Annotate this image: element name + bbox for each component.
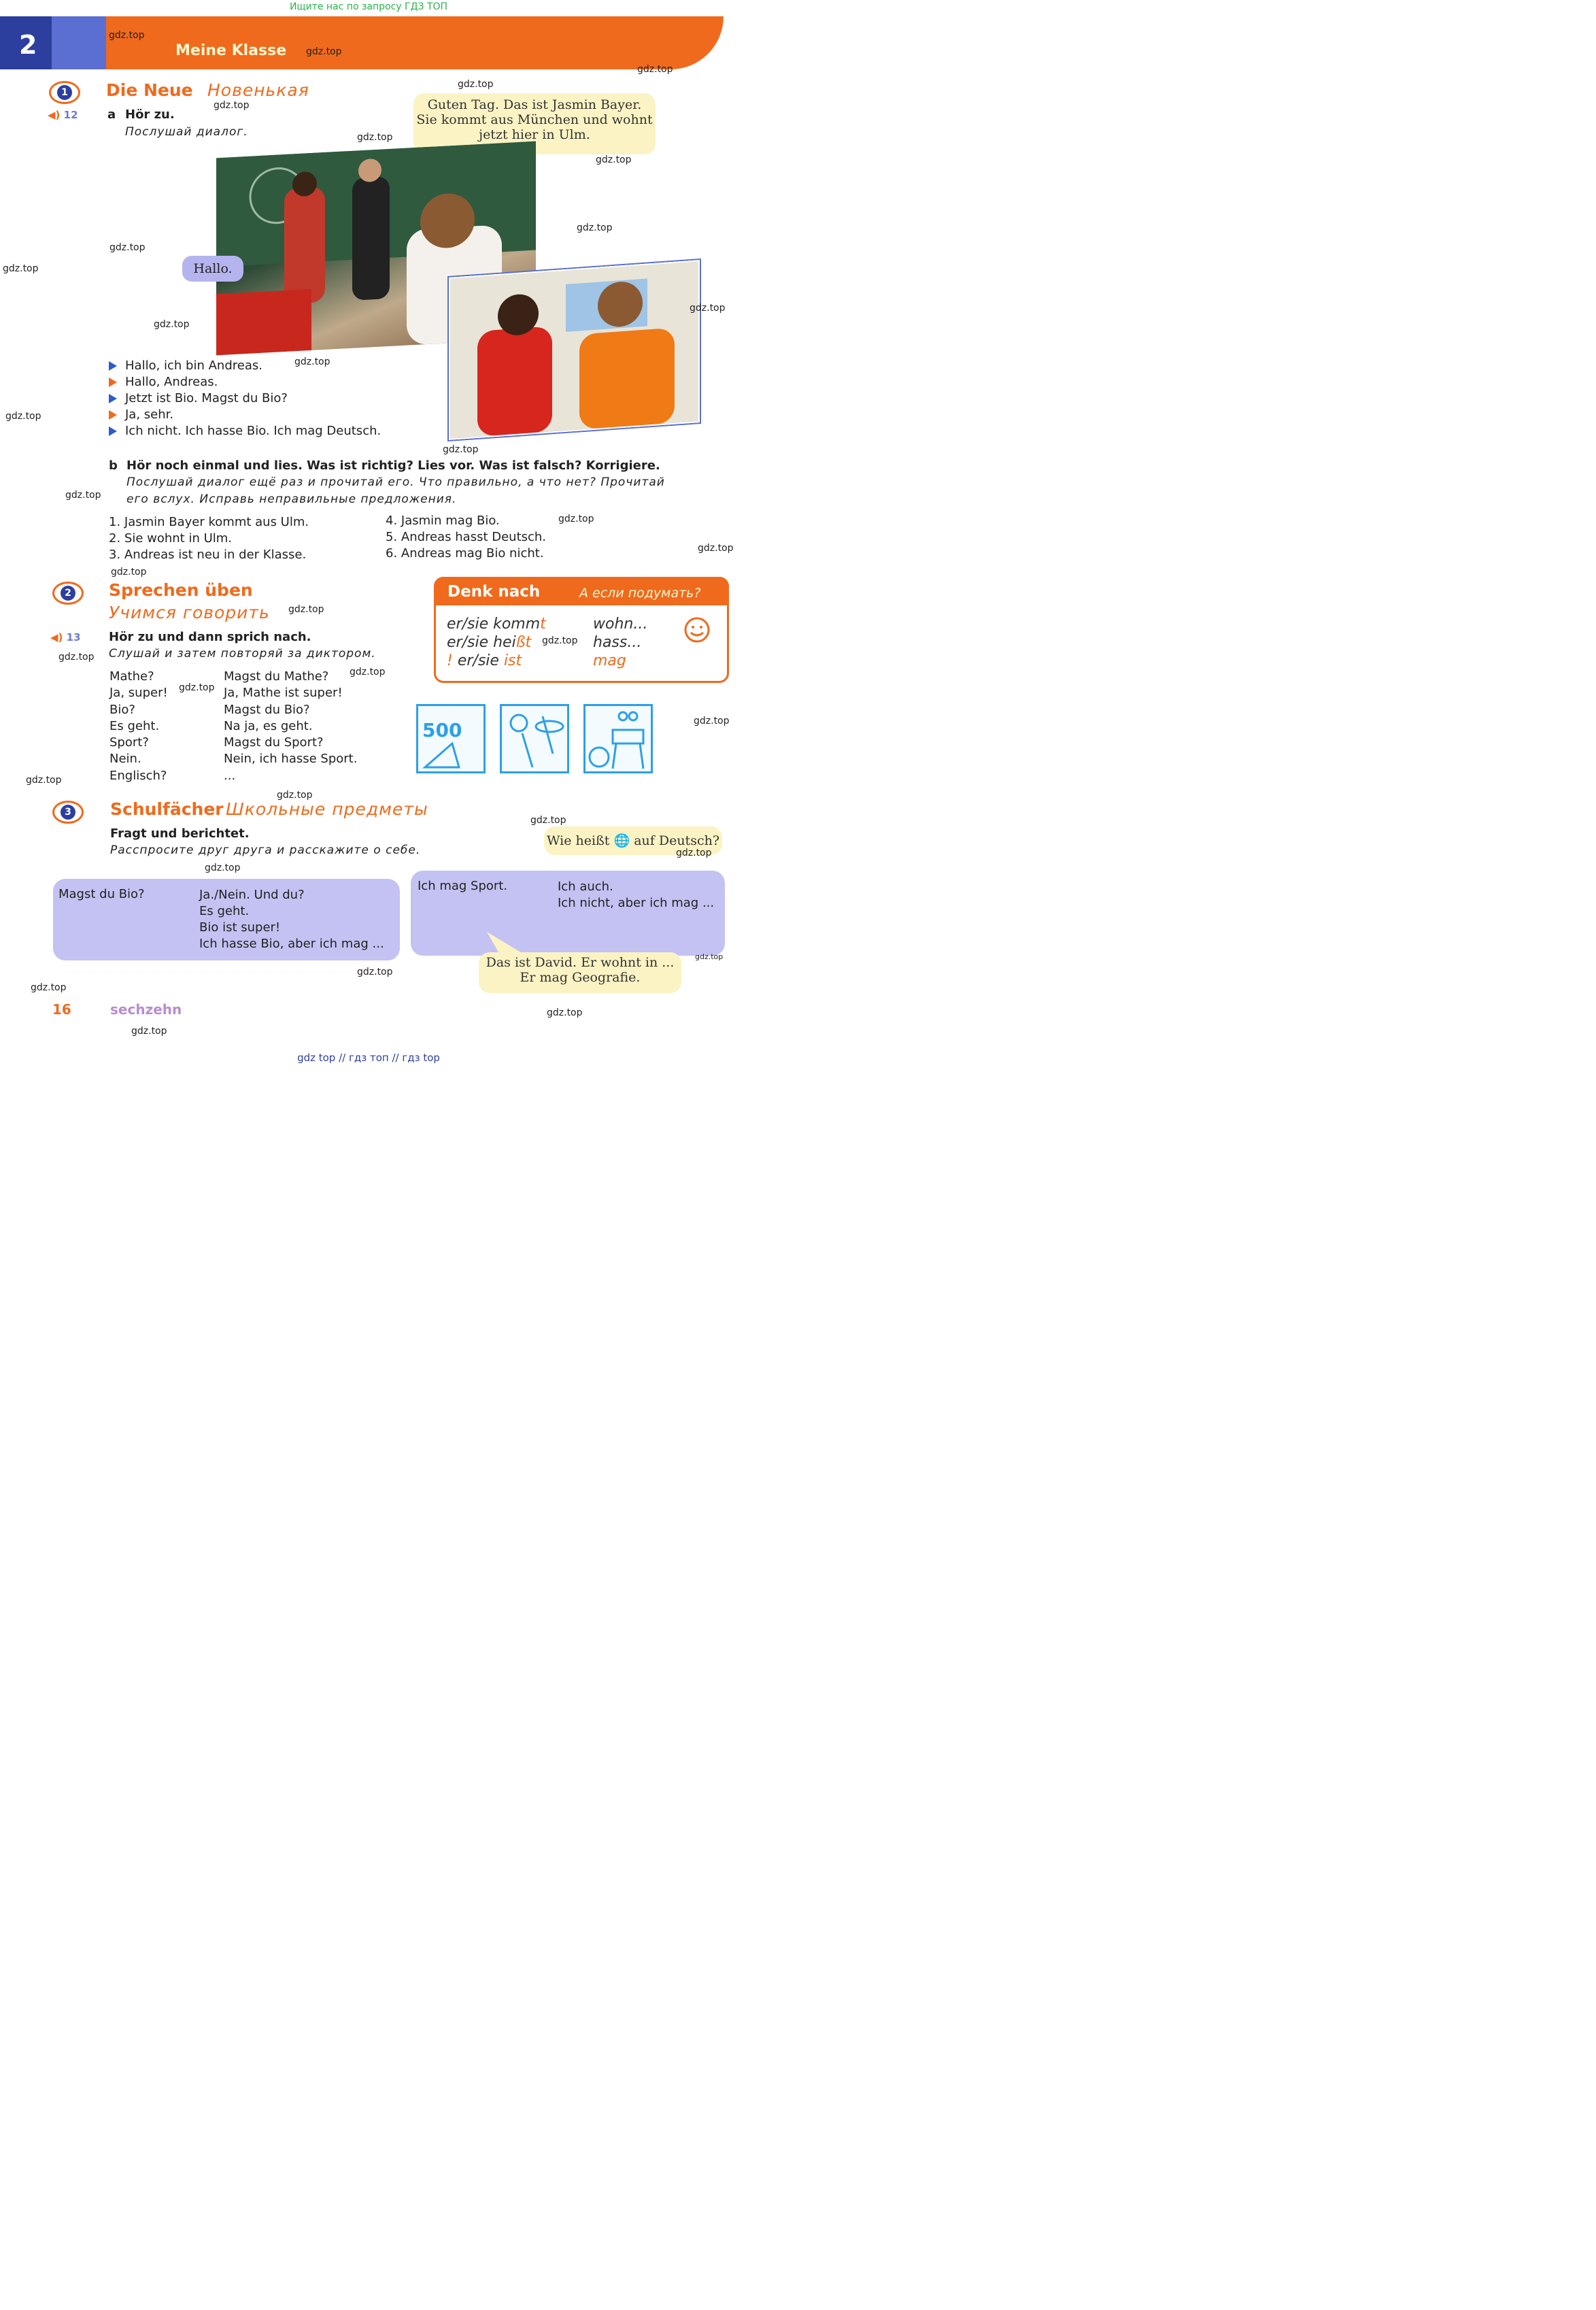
watermark: gdz.top (26, 775, 62, 786)
speaker-icon: ◀) (50, 631, 63, 643)
practice-col-long: Magst du Mathe? Ja, Mathe ist super! Magst du Bio? Na ja, es geht. Magst du Sport? Nein, ich hasse Sport. ... (224, 669, 358, 783)
audio-track-13[interactable]: ◀) 13 (50, 631, 81, 643)
globe-icon: 🌐 (613, 833, 630, 848)
watermark: gdz.top (109, 242, 146, 253)
watermark: gdz.top (154, 319, 190, 330)
statement: 2. Sie wohnt in Ulm. (109, 531, 233, 546)
part-b-instruction: Hör noch einmal und lies. Was ist richtig? Lies vor. Was ist falsch? Korrigiere. (126, 458, 660, 473)
watermark: gdz.top (350, 667, 386, 677)
exercise-2-instruction-ru: Слушай и затем повторяй за диктором. (109, 647, 376, 660)
watermark: gdz.top (458, 79, 494, 90)
students-photo (449, 260, 700, 440)
dialog-line: Hallo, ich bin Andreas. (109, 358, 381, 375)
dialog-line: Ja, sehr. (109, 407, 381, 424)
exercise-1-number: 1 (49, 81, 80, 104)
exercise-2-instruction: Hör zu und dann sprich nach. (109, 630, 311, 644)
watermark: gdz.top (205, 863, 241, 873)
part-a-letter: a (107, 107, 116, 122)
watermark: gdz.top (637, 64, 673, 75)
watermark: gdz.top (131, 1026, 167, 1037)
exercise-1-title-ru: Новенькая (207, 80, 309, 100)
exercise-3-title-ru: Школьные предметы (226, 799, 428, 819)
blue-arrow-icon (109, 394, 117, 403)
watermark: gdz.top (288, 604, 324, 615)
watermark: gdz.top (111, 567, 147, 578)
audio-track-12[interactable]: ◀) 12 (48, 109, 78, 121)
box2-answers: Ich auch. Ich nicht, aber ich mag ... (558, 880, 715, 910)
watermark: gdz.top (5, 411, 41, 422)
teacher-speech-bubble: Guten Tag. Das ist Jasmin Bayer. Sie kommt aus München und wohnt jetzt hier in Ulm. (413, 93, 656, 154)
watermark: gdz.top (31, 982, 67, 993)
watermark: gdz.top (698, 543, 734, 554)
watermark: gdz.top (542, 635, 578, 646)
hallo-bubble: Hallo. (182, 256, 243, 282)
unit-title: Meine Klasse (175, 42, 287, 59)
wie-heisst-bubble: Wie heißt 🌐 auf Deutsch? (544, 826, 722, 855)
statement: 1. Jasmin Bayer kommt aus Ulm. (109, 515, 309, 529)
unit-number: 2 (19, 30, 37, 60)
watermark: gdz.top (357, 132, 393, 143)
statements-left (109, 514, 309, 563)
orange-arrow-icon (109, 410, 117, 420)
exercise-3-title: Schulfächer (110, 799, 224, 819)
unit-tab-accent (52, 16, 106, 69)
statement: 3. Andreas ist neu in der Klasse. (109, 548, 307, 562)
watermark: gdz.top (306, 46, 342, 57)
watermark: gdz.top (179, 682, 215, 693)
part-b-letter: b (109, 458, 118, 473)
sport-subject-icon (583, 704, 653, 773)
exercise-2-title: Sprechen üben (109, 580, 253, 600)
exercise-1-title: Die Neue (106, 80, 193, 100)
conjugation-left: er/sie kommt er/sie heißt ! er/sie ist (447, 616, 546, 669)
statement: 5. Andreas hasst Deutsch. (386, 530, 547, 544)
statement: 6. Andreas mag Bio nicht. (386, 546, 544, 560)
part-a-instruction-ru: Послушай диалог. (125, 125, 248, 139)
dialog-line: Ich nicht. Ich hasse Bio. Ich mag Deutsch. (109, 424, 381, 440)
box1-question: Magst du Bio? (58, 887, 145, 901)
svg-text:500: 500 (422, 719, 462, 741)
denk-nach-title-ru: А если подумать? (579, 586, 701, 601)
part-b-instruction-ru-1: Послушай диалог ещё раз и прочитай его. Что правильно, а что нет? Прочитай (126, 475, 665, 489)
exercise-2-number: 2 (52, 582, 84, 605)
watermark: gdz.top (676, 848, 712, 858)
part-a-instruction: Hör zu. (125, 107, 175, 122)
watermark: gdz.top (695, 952, 724, 961)
exercise-3-instruction: Fragt und berichtet. (110, 826, 250, 841)
watermark: gdz.top (3, 263, 39, 274)
exercise-3-number: 3 (52, 801, 84, 824)
watermark: gdz.top (596, 154, 632, 165)
page-number: 16 (52, 1001, 71, 1018)
watermark: gdz.top (558, 514, 594, 524)
math-subject-icon (416, 704, 486, 773)
blue-arrow-icon (109, 361, 117, 371)
watermark: gdz.top (694, 716, 730, 726)
dialog-line: Jetzt ist Bio. Magst du Bio? (109, 391, 381, 407)
watermark: gdz.top (65, 490, 101, 501)
report-bubble: Das ist David. Er wohnt in ... Er mag Geografie. (479, 952, 681, 993)
blue-arrow-icon (109, 426, 117, 436)
watermark: gdz.top (690, 303, 726, 314)
watermark: gdz.top (294, 356, 330, 367)
watermark: gdz.top (58, 652, 95, 663)
box1-answers: Ja./Nein. Und du? Es geht. Bio ist super! Ich hasse Bio, aber ich mag ... (199, 888, 384, 951)
bottom-links: gdz top // гдз топ // гдз top (297, 1052, 440, 1064)
watermark: gdz.top (357, 967, 393, 977)
watermark: gdz.top (443, 444, 479, 455)
statement: 4. Jasmin mag Bio. (386, 514, 500, 528)
statements-right (386, 513, 546, 562)
dialog (109, 358, 381, 440)
denk-nach-title: Denk nach (447, 583, 541, 601)
watermark: gdz.top (530, 815, 566, 826)
box2-statement: Ich mag Sport. (418, 879, 508, 893)
speaker-icon: ◀) (48, 109, 61, 121)
practice-col-short: Mathe? Ja, super! Bio? Es geht. Sport? Nein. Englisch? (109, 669, 168, 783)
biology-subject-icon (500, 704, 569, 773)
smiley-icon (683, 616, 711, 643)
exercise-3-instruction-ru: Расспросите друг друга и расскажите о себе. (110, 843, 421, 857)
top-note: Ищите нас по запросу ГДЗ ТОП (289, 1, 448, 12)
report-bubble-tail (487, 932, 528, 959)
orange-arrow-icon (109, 378, 117, 387)
students-illustration (450, 261, 698, 439)
watermark: gdz.top (109, 30, 145, 41)
conjugation-right: wohn... hass... mag (593, 616, 648, 669)
dialog-line: Hallo, Andreas. (109, 375, 381, 391)
part-b-instruction-ru-2: его вслух. Исправь неправильные предложения. (126, 492, 457, 506)
watermark: gdz.top (547, 1007, 583, 1018)
page-number-word: sechzehn (110, 1001, 182, 1018)
watermark: gdz.top (214, 100, 250, 111)
header-band (0, 16, 724, 69)
watermark: gdz.top (277, 790, 313, 801)
watermark: gdz.top (577, 222, 613, 233)
exercise-2-title-ru: Учимся говорить (109, 603, 270, 622)
